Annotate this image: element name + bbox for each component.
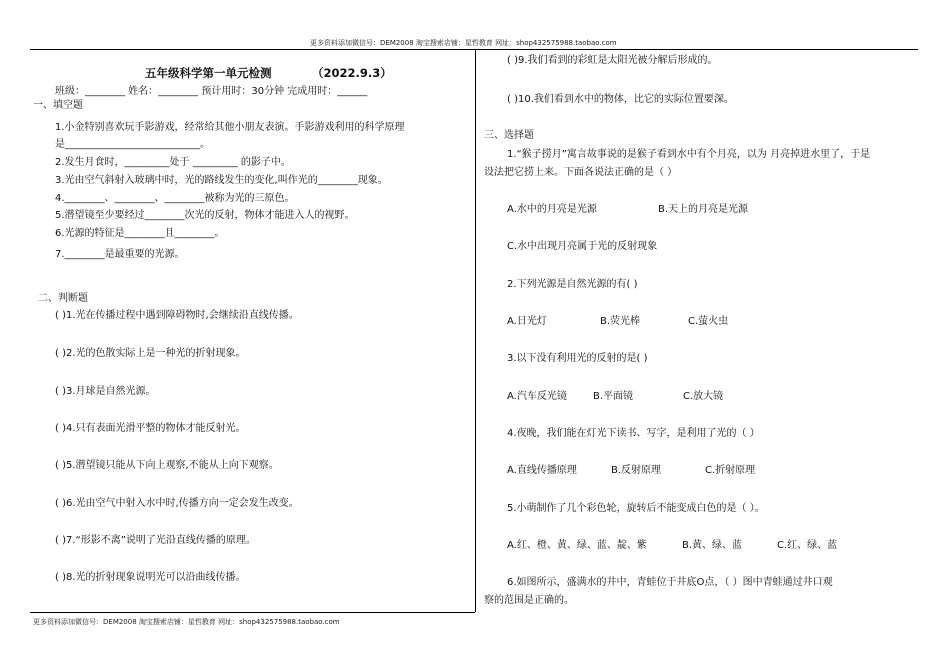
choice-2-option-a: A.日光灯 xyxy=(507,316,547,327)
choice-4-option-c: C.折射原理 xyxy=(705,465,756,476)
header-rule xyxy=(30,49,918,50)
fill-question-1-line1: 1.小金特别喜欢玩手影游戏，经常给其他小朋友表演。手影游戏利用的科学原理 xyxy=(55,122,405,133)
judge-question-3: ( )3.月球是自然光源。 xyxy=(55,386,156,397)
judge-question-9: ( )9.我们看到的彩虹是太阳光被分解后形成的。 xyxy=(507,55,718,66)
choice-1-option-b: B.天上的月亮是光源 xyxy=(658,204,749,215)
judge-question-8: ( )8.光的折射现象说明光可以沿曲线传播。 xyxy=(55,572,246,583)
section-fill-heading: 一、填空题 xyxy=(33,100,83,111)
fill-question-4: 4.________、________、________被称为光的三原色。 xyxy=(55,193,295,204)
choice-question-4: 4.夜晚，我们能在灯光下读书、写字，是利用了光的（ ） xyxy=(507,428,760,439)
fill-question-7: 7.________是最重要的光源。 xyxy=(55,249,185,260)
choice-2-option-c: C.萤火虫 xyxy=(688,316,729,327)
choice-5-option-a: A.红、橙、黄、绿、蓝、靛、紫 xyxy=(507,540,647,551)
judge-question-6: ( )6.光由空气中射入水中时,传播方向一定会发生改变。 xyxy=(55,498,299,509)
page-header: 更多资料添加微信号：DEM2008 淘宝搜索店铺：星哲教育 网址：shop432575988.taobao.com xyxy=(310,39,617,47)
choice-4-option-b: B.反射原理 xyxy=(611,465,662,476)
judge-question-5: ( )5.潜望镜只能从下向上观察,不能从上向下观察。 xyxy=(55,460,279,471)
judge-question-10: ( )10.我们看到水中的物体，比它的实际位置要深。 xyxy=(507,94,734,105)
choice-1-option-a: A.水中的月亮是光源 xyxy=(507,204,597,215)
choice-5-option-b: B.黄、绿、蓝 xyxy=(682,540,743,551)
section-choice-heading: 三、选择题 xyxy=(484,130,534,141)
fill-question-5: 5.潜望镜至少要经过________次光的反射，物体才能进入人的视野。 xyxy=(55,210,355,221)
choice-1-option-c: C.水中出现月亮属于光的反射现象 xyxy=(507,241,658,252)
fill-question-3: 3.光由空气斜射入玻璃中时，光的路线发生的变化,叫作光的________现象。 xyxy=(55,175,388,186)
choice-3-option-b: B.平面镜 xyxy=(593,391,634,402)
choice-3-option-a: A.汽车反光镜 xyxy=(507,391,567,402)
choice-question-1-line1: 1.“猴子捞月”寓言故事说的是猴子看到水中有个月亮，以为 月亮掉进水里了，于是 xyxy=(507,149,871,160)
choice-question-3: 3.以下没有利用光的反射的是( ) xyxy=(507,353,648,364)
fill-question-2: 2.发生月食时，_________处于 _________ 的影子中。 xyxy=(55,157,291,168)
choice-2-option-b: B.荧光棒 xyxy=(600,316,641,327)
fill-question-1-line2: 是___________________________。 xyxy=(55,139,210,150)
footer-rule xyxy=(30,612,475,613)
choice-question-6-line1: 6.如图所示，盛满水的井中，青蛙位于井底O点，（ ）图中青蛙通过井口观 xyxy=(507,577,833,588)
section-judge-heading: 二、判断题 xyxy=(38,293,88,304)
choice-question-2: 2.下列光源是自然光源的有( ) xyxy=(507,279,638,290)
student-info-line: 班级：________ 姓名：________ 预计用时：30分钟 完成用时：______ xyxy=(55,86,368,97)
choice-3-option-c: C.放大镜 xyxy=(683,391,724,402)
judge-question-2: ( )2.光的色散实际上是一种光的折射现象。 xyxy=(55,348,246,359)
exam-date: （2022.9.3） xyxy=(312,66,392,80)
choice-4-option-a: A.直线传播原理 xyxy=(507,465,577,476)
page-footer: 更多资料添加微信号：DEM2008 淘宝搜索店铺：星哲教育 网址：shop432575988.taobao.com xyxy=(33,618,340,626)
choice-question-5: 5.小萌制作了几个彩色轮，旋转后不能变成白色的是（ ）。 xyxy=(507,503,765,514)
fill-question-6: 6.光源的特征是________且________。 xyxy=(55,228,225,239)
judge-question-4: ( )4.只有表面光滑平整的物体才能反射光。 xyxy=(55,423,246,434)
column-divider xyxy=(475,50,476,612)
judge-question-1: ( )1.光在传播过程中遇到障碍物时,会继续沿直线传播。 xyxy=(55,310,299,321)
page-title: 五年级科学第一单元检测 xyxy=(145,66,272,80)
choice-5-option-c: C.红、绿、蓝 xyxy=(777,540,838,551)
choice-question-6-line2: 察的范围是正确的。 xyxy=(484,595,574,606)
choice-question-1-line2: 设法把它捞上来。下面各说法正确的是（ ） xyxy=(484,167,678,178)
judge-question-7: ( )7.“形影不离”说明了光沿直线传播的原理。 xyxy=(55,535,256,546)
